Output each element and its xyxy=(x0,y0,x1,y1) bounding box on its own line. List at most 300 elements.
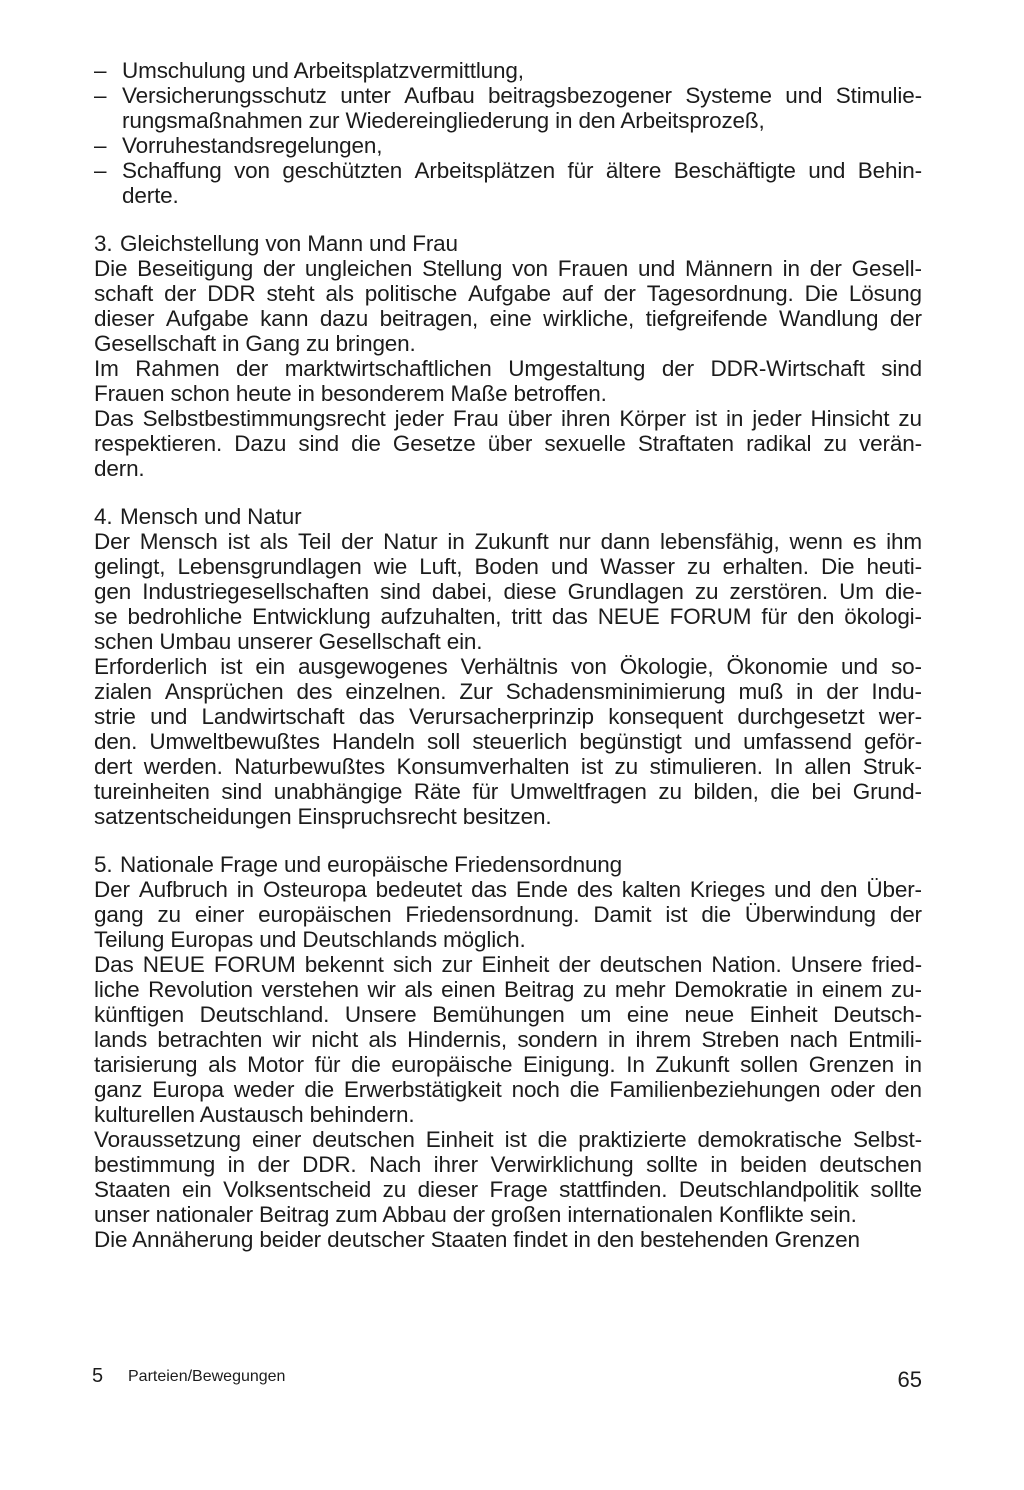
bullet-list xyxy=(94,58,922,208)
bullet-first-line xyxy=(94,83,922,108)
word: beiden xyxy=(740,1152,807,1177)
word: In xyxy=(626,1052,645,1077)
section xyxy=(94,231,922,481)
word: kalten xyxy=(621,877,681,902)
word: von xyxy=(234,158,270,183)
word: eine xyxy=(489,306,532,331)
word: Frau xyxy=(452,406,499,431)
word: den xyxy=(797,604,835,629)
word: über xyxy=(507,406,553,431)
word: eine xyxy=(626,1002,669,1027)
word: auf xyxy=(561,281,593,306)
word: Mensch xyxy=(139,529,218,554)
word: Aufgabe xyxy=(468,281,551,306)
word: Lösung xyxy=(848,281,922,306)
word: der xyxy=(164,281,197,306)
word: Um xyxy=(839,579,874,604)
word: Hindernis, xyxy=(407,1027,507,1052)
word: DDR. xyxy=(302,1152,357,1177)
section-title: Gleichstellung von Mann und Frau xyxy=(120,231,458,256)
word: Naturbewußtes xyxy=(234,754,385,779)
word: zur xyxy=(441,952,473,977)
word: FORUM xyxy=(213,952,296,977)
word: Tagesordnung. xyxy=(646,281,794,306)
word: Arbeitsplätzen xyxy=(414,158,556,183)
word: Gesetze xyxy=(392,431,476,456)
word: Natur xyxy=(383,529,438,554)
bullet-dash: – xyxy=(94,158,107,183)
word: Straftaten xyxy=(637,431,734,456)
text-line xyxy=(94,1152,922,1177)
text-line: unser nationaler Beitrag zum Abbau der großen internationalen Konflikte sein. xyxy=(94,1202,857,1227)
text-line xyxy=(94,554,922,579)
word: oder xyxy=(830,1077,875,1102)
word: ganz xyxy=(94,1077,143,1102)
word: liche xyxy=(94,977,140,1002)
word: Im xyxy=(94,356,119,381)
word: geför- xyxy=(864,729,922,754)
word: ist xyxy=(504,1127,527,1152)
text-line: Vorruhestandsregelungen, xyxy=(122,133,383,158)
text-line xyxy=(94,1002,922,1027)
word: Körper xyxy=(619,406,686,431)
word: Erforderlich xyxy=(94,654,208,679)
word: Selbst- xyxy=(852,1127,922,1152)
text-line: schen Umbau unserer Gesellschaft ein. xyxy=(94,629,483,654)
word: Beitrag xyxy=(504,977,575,1002)
word: wer- xyxy=(878,704,922,729)
word: Verhältnis xyxy=(460,654,558,679)
word: Die xyxy=(804,281,838,306)
word: es xyxy=(852,529,877,554)
word: Industriegesellschaften xyxy=(142,579,369,604)
word: für xyxy=(314,1052,341,1077)
word: nicht xyxy=(311,1027,359,1052)
word: zu xyxy=(582,977,607,1002)
word: wirkliche, xyxy=(543,306,635,331)
word: Behin- xyxy=(857,158,922,183)
word: allen xyxy=(804,754,852,779)
word: dazu xyxy=(319,306,369,331)
word: in xyxy=(710,1152,728,1177)
word: Der xyxy=(94,529,130,554)
word: zu xyxy=(614,754,638,779)
word: die xyxy=(537,1127,568,1152)
bullet-continuation-line xyxy=(94,183,922,208)
word: von xyxy=(570,654,607,679)
word: dieser xyxy=(94,306,155,331)
word: sich xyxy=(392,952,433,977)
word: wir xyxy=(272,1027,301,1052)
word: Lebensgrundlagen xyxy=(177,554,362,579)
word: dann xyxy=(600,529,651,554)
text-line: Gesellschaft in Gang zu bringen. xyxy=(94,331,416,356)
word: die xyxy=(770,779,800,804)
word: politische xyxy=(364,281,458,306)
word: marktwirtschaftlichen xyxy=(284,356,492,381)
word: in xyxy=(607,1027,626,1052)
word: das xyxy=(551,604,588,629)
word: Schadensminimierung xyxy=(505,679,726,704)
text-line xyxy=(94,1127,922,1152)
bullet-dash: – xyxy=(94,133,107,158)
word: Aufgabe xyxy=(165,306,249,331)
word: das xyxy=(471,877,507,902)
word: tarisierung xyxy=(94,1052,198,1077)
text-line xyxy=(94,654,922,679)
word: zialen xyxy=(94,679,152,704)
bullet-first-line xyxy=(94,58,922,83)
document-page xyxy=(94,58,922,1252)
word: und xyxy=(550,554,589,579)
word: Umgestaltung xyxy=(508,356,646,381)
word: Verursacherprinzip xyxy=(408,704,594,729)
word: die xyxy=(351,431,381,456)
word: Motor xyxy=(247,1052,304,1077)
word: sind xyxy=(380,579,421,604)
word: wie xyxy=(373,554,408,579)
word: sexuelle xyxy=(544,431,626,456)
bullet-dash xyxy=(94,183,122,208)
word: des xyxy=(576,877,613,902)
word: nach xyxy=(789,1027,838,1052)
word: und xyxy=(774,877,812,902)
text-line xyxy=(94,877,922,902)
word: Grenzen xyxy=(808,1052,894,1077)
word: und xyxy=(785,83,823,108)
word: Über- xyxy=(866,877,922,902)
text-line xyxy=(94,902,922,927)
word: jeder xyxy=(752,406,802,431)
word: stattfinden. xyxy=(559,1177,668,1202)
word: Einheit xyxy=(425,1127,494,1152)
word: praktizierte xyxy=(578,1127,687,1152)
word: die xyxy=(569,1077,600,1102)
text-line xyxy=(94,754,922,779)
word: ungleichen xyxy=(304,256,413,281)
word: wir xyxy=(367,977,396,1002)
word: Erwerbstätigkeit xyxy=(343,1077,502,1102)
word: und xyxy=(150,704,188,729)
word: geschützten xyxy=(282,158,403,183)
sections xyxy=(94,231,922,1252)
word: bekennt xyxy=(304,952,384,977)
word: se xyxy=(94,604,118,629)
word: Gesell- xyxy=(851,256,922,281)
word: bedeutet xyxy=(375,877,463,902)
word: der xyxy=(889,902,922,927)
section-number: 4. xyxy=(94,504,113,529)
word: Verwirklichung xyxy=(490,1152,634,1177)
word: sollte xyxy=(870,1177,922,1202)
word: Hinsicht xyxy=(810,406,890,431)
section-heading xyxy=(94,504,922,529)
word: dabei, xyxy=(431,579,493,604)
word: Männern xyxy=(684,256,773,281)
word: aufzuhalten, xyxy=(380,604,502,629)
word: Umweltfragen xyxy=(509,779,647,804)
word: betrachten xyxy=(157,1027,263,1052)
word: als xyxy=(404,977,433,1002)
word: der xyxy=(236,356,269,381)
word: Ökonomie xyxy=(726,654,828,679)
word: Indu- xyxy=(871,679,922,704)
text-line xyxy=(94,604,922,629)
word: steuerlich xyxy=(472,729,568,754)
word: und xyxy=(693,729,731,754)
word: Konsumverhalten xyxy=(396,754,570,779)
word: Struk- xyxy=(862,754,922,779)
word: ihren xyxy=(561,406,611,431)
word: Grund- xyxy=(852,779,922,804)
word: einen xyxy=(441,977,496,1002)
word: Das xyxy=(94,952,134,977)
word: wenn xyxy=(789,529,843,554)
word: europäische xyxy=(391,1052,513,1077)
word: durchgesetzt xyxy=(737,704,865,729)
text-line: dern. xyxy=(94,456,145,481)
word: sind xyxy=(881,356,922,381)
word: Wandlung xyxy=(779,306,879,331)
word: der xyxy=(558,952,591,977)
text-line xyxy=(94,579,922,604)
text-line xyxy=(94,306,922,331)
word: zu xyxy=(382,1177,407,1202)
word: einzelnen. xyxy=(345,679,447,704)
word: umfassend xyxy=(743,729,852,754)
text-line xyxy=(94,431,922,456)
word: für xyxy=(472,779,499,804)
word: Umweltbewußtes xyxy=(149,729,320,754)
word: der xyxy=(661,356,694,381)
word: das xyxy=(358,704,395,729)
section-heading xyxy=(94,852,922,877)
word: ausgewogenes xyxy=(297,654,448,679)
word: sondern xyxy=(517,1027,598,1052)
section-heading xyxy=(94,231,922,256)
word: Deutsch- xyxy=(833,1002,922,1027)
word: Entwicklung xyxy=(252,604,371,629)
word: ihrem xyxy=(635,1027,692,1052)
word: Friedensordnung. xyxy=(405,902,580,927)
word: zu xyxy=(157,902,181,927)
word: bei xyxy=(811,779,842,804)
word: den. xyxy=(94,729,138,754)
word: als xyxy=(259,529,288,554)
text-line: satzentscheidungen Einspruchsrecht besitzen. xyxy=(94,804,552,829)
word: in xyxy=(782,256,800,281)
word: Europa xyxy=(152,1077,224,1102)
word: bilden, xyxy=(693,779,759,804)
word: den xyxy=(820,877,858,902)
word: einer xyxy=(251,1127,302,1152)
word: zerstören. xyxy=(729,579,829,604)
word: ist xyxy=(220,654,243,679)
word: der xyxy=(262,256,296,281)
word: der xyxy=(341,529,374,554)
text-line xyxy=(94,356,922,381)
bullet-dash xyxy=(94,108,122,133)
word: Frage xyxy=(489,1177,548,1202)
word: Der xyxy=(94,877,130,902)
word: europäischen xyxy=(258,902,392,927)
word: diese xyxy=(503,579,557,604)
word: NEUE xyxy=(597,604,660,629)
text-line xyxy=(94,281,922,306)
text-line xyxy=(94,256,922,281)
word: nur xyxy=(558,529,591,554)
word: deutschen xyxy=(312,1127,415,1152)
word: Einigung. xyxy=(523,1052,616,1077)
word: zu xyxy=(658,779,682,804)
word: heuti- xyxy=(866,554,922,579)
word: sollen xyxy=(740,1052,798,1077)
text-line xyxy=(94,679,922,704)
word: Zukunft xyxy=(655,1052,730,1077)
word: Die xyxy=(94,256,128,281)
word: lebensfähig, xyxy=(660,529,780,554)
word: Unsere xyxy=(344,1002,417,1027)
word: werden. xyxy=(143,754,223,779)
word: beitragen, xyxy=(379,306,479,331)
word: der xyxy=(809,256,842,281)
text-line: Die Annäherung beider deutscher Staaten findet in den bestehenden Grenzen xyxy=(94,1227,860,1252)
word: Stimulie- xyxy=(835,83,922,108)
word: gang xyxy=(94,902,144,927)
text-line: Umschulung und Arbeitsplatzvermittlung, xyxy=(122,58,524,83)
word: beitragsbezogener xyxy=(488,83,672,108)
word: sind xyxy=(221,779,263,804)
word: ein xyxy=(255,654,285,679)
word: Räte xyxy=(413,779,461,804)
word: Ansprüchen xyxy=(164,679,284,704)
footer-label: Parteien/Bewegungen xyxy=(128,1368,286,1385)
word: stimulieren. xyxy=(649,754,763,779)
word: schaft xyxy=(94,281,154,306)
text-line xyxy=(94,779,922,804)
text-line xyxy=(94,406,922,431)
section-title: Nationale Frage und europäische Friedensordnung xyxy=(120,852,623,877)
word: erhalten. xyxy=(722,554,809,579)
word: gen xyxy=(94,579,132,604)
text-line xyxy=(94,977,922,1002)
word: von xyxy=(512,256,548,281)
text-line xyxy=(94,1077,922,1102)
word: für xyxy=(761,604,788,629)
bullet-item xyxy=(94,83,922,133)
word: Bemühungen xyxy=(432,1002,565,1027)
word: Nation. xyxy=(711,952,782,977)
word: in xyxy=(236,877,254,902)
word: jeder xyxy=(394,406,444,431)
word: Landwirtschaft xyxy=(201,704,345,729)
word: Entmili- xyxy=(848,1027,922,1052)
word: Deutschland. xyxy=(199,1002,330,1027)
text-line: Frauen schon heute in besonderem Maße betroffen. xyxy=(94,381,607,406)
word: FORUM xyxy=(669,604,752,629)
bullet-first-line xyxy=(94,158,922,183)
word: die xyxy=(701,902,731,927)
word: ist xyxy=(665,902,688,927)
word: in xyxy=(796,977,814,1002)
word: Streben xyxy=(701,1027,780,1052)
word: als xyxy=(325,281,354,306)
word: In xyxy=(774,754,793,779)
word: Deutschlandpolitik xyxy=(678,1177,859,1202)
word: lands xyxy=(94,1027,148,1052)
word: in xyxy=(904,1052,922,1077)
word: Frauen xyxy=(557,256,629,281)
word: und xyxy=(808,158,846,183)
word: die xyxy=(304,1077,334,1102)
word: der xyxy=(889,306,922,331)
bullet-continuation-line xyxy=(94,108,922,133)
text-line: rungsmaßnahmen zur Wiedereingliederung in den Arbeitsprozeß, xyxy=(122,108,765,133)
word: Osteuropa xyxy=(262,877,367,902)
word: verän- xyxy=(859,431,922,456)
word: Boden xyxy=(474,554,539,579)
word: die- xyxy=(885,579,922,604)
word: Das xyxy=(94,406,134,431)
word: bedrohliche xyxy=(127,604,243,629)
word: dieser xyxy=(417,1177,479,1202)
word: tritt xyxy=(511,604,542,629)
word: ökologi- xyxy=(844,604,922,629)
bullet-dash: – xyxy=(94,83,107,108)
word: in xyxy=(227,1152,245,1177)
word: zu xyxy=(823,431,847,456)
word: Nach xyxy=(369,1152,422,1177)
word: Grundlagen xyxy=(567,579,684,604)
text-line xyxy=(94,1052,922,1077)
word: tureinheiten xyxy=(94,779,210,804)
bullet-item xyxy=(94,133,922,158)
word: deutschen xyxy=(819,1152,922,1177)
word: ist xyxy=(694,406,718,431)
word: Volksentscheid xyxy=(223,1177,372,1202)
word: DDR-Wirtschaft xyxy=(710,356,865,381)
word: verstehen xyxy=(261,977,359,1002)
word: und xyxy=(840,654,879,679)
word: ist xyxy=(580,754,603,779)
text-line xyxy=(94,1177,922,1202)
section xyxy=(94,852,922,1252)
word: Wasser xyxy=(600,554,675,579)
word: ist xyxy=(227,529,250,554)
word: tiefgreifende xyxy=(645,306,768,331)
word: Aufbruch xyxy=(138,877,228,902)
text-line: Teilung Europas und Deutschlands möglich. xyxy=(94,927,526,952)
word: in xyxy=(796,679,814,704)
word: Unsere xyxy=(790,952,863,977)
word: die xyxy=(351,1052,381,1077)
bullet-item xyxy=(94,58,922,83)
word: Handeln xyxy=(332,729,415,754)
word: Systeme xyxy=(685,83,772,108)
word: Damit xyxy=(593,902,652,927)
text-line xyxy=(122,158,922,183)
bullet-dash: – xyxy=(94,58,107,83)
word: für xyxy=(567,158,594,183)
word: zu xyxy=(686,554,711,579)
word: Ökologie, xyxy=(619,654,714,679)
word: Beseitigung xyxy=(137,256,254,281)
word: in xyxy=(726,406,744,431)
word: Demokratie xyxy=(674,977,788,1002)
word: zu xyxy=(694,579,719,604)
word: deutschen xyxy=(599,952,703,977)
word: Versicherungsschutz xyxy=(122,83,327,108)
